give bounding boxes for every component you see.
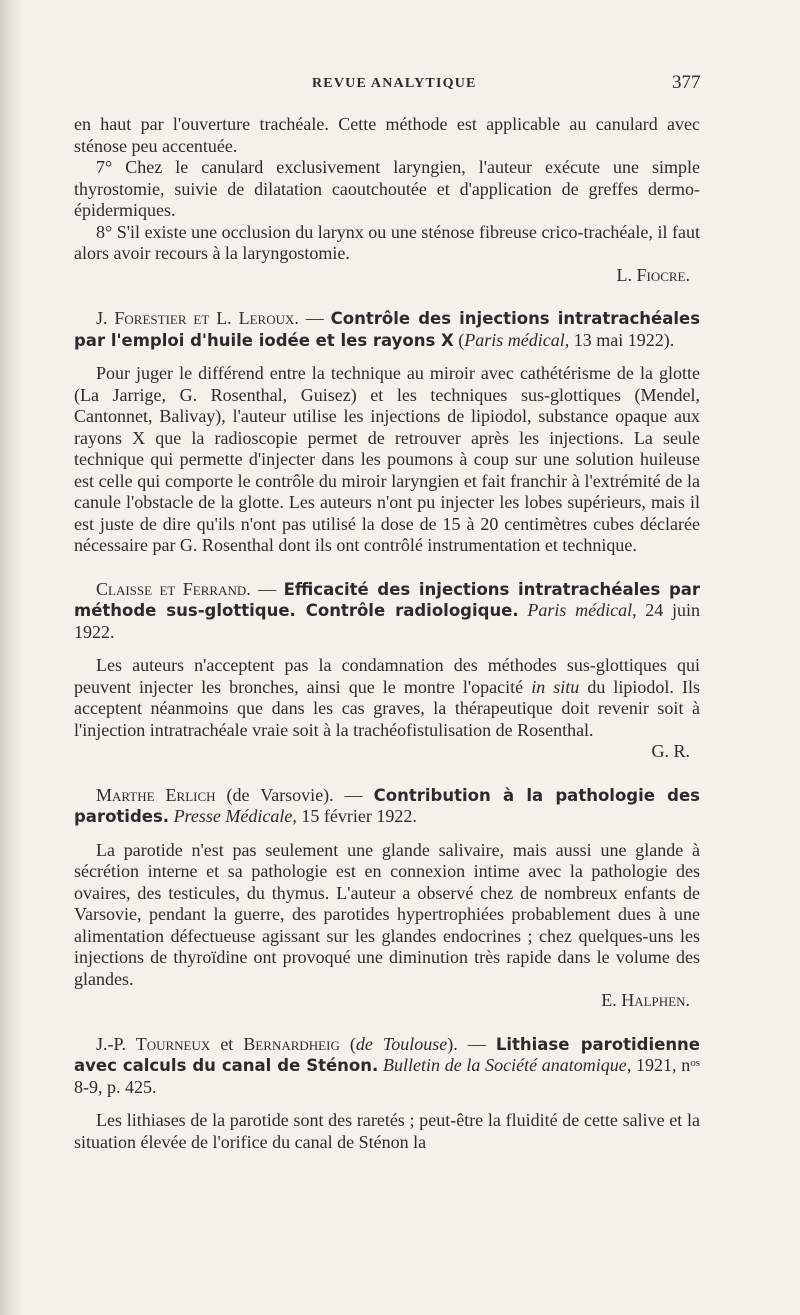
article-2-journal: Paris médical <box>527 600 633 620</box>
article-2-authors: Claisse et Ferrand. <box>96 578 251 599</box>
article-1-journal: Paris médical <box>464 329 565 350</box>
article-1-heading: J. Forestier et L. Leroux. — Contrôle des injections intratrachéales par l'emploi d'huile iodée et les rayons X (Paris médical, 13 mai 1922). <box>74 308 701 350</box>
article-1-date: , 13 mai 1922). <box>564 329 675 350</box>
running-title: REVUE ANALYTIQUE <box>312 76 477 91</box>
article-2-signature: G. R. <box>651 741 690 761</box>
article-3-body: La parotide n'est pas seulement une glande salivaire, mais aussi une glande à sécrétion interne et sa pathologie est en connexion intime avec la pathologie des ovaires, des testicules, du thymus. L'auteur a observé chez de nombreux enfants de Varsovie, pendant la guerre, des parotides hypertrophiées probablement dues à une alimentation défectueuse agissant sur les glandes endocrines ; chez quelques-uns les injections de thyroïdine ont provoqué une diminution très rapide dans le volume des glandes. <box>74 839 700 989</box>
intro-paragraph-1: en haut par l'ouverture trachéale. Cette méthode est applicable au canulard avec sténose peu accentuée. <box>74 114 700 156</box>
intro-paragraph-2: 7° Chez le canulard exclusivement laryngien, l'auteur exécute une simple thyrostomie, suivie de dilatation caoutchoutée et d'application de greffes dermo-épidermiques. <box>74 157 700 220</box>
article-1-title: Contrôle des injections intratrachéales par l'emploi d'huile iodée et les rayons X <box>74 309 701 350</box>
article-4-heading: J.-P. Tourneux et Bernardheig (de Toulouse). — Lithiase parotidienne avec calculs du canal de Sténon. Bulletin de la Société anatomique, 1921, $n^{os}$ 8-9, p. 425. <box>74 1033 701 1097</box>
article-3-title: Contribution à la pathologie des parotides. <box>74 785 700 826</box>
article-4-author-2: Bernardheig <box>243 1033 340 1054</box>
page-header <box>0 70 800 96</box>
article-3-authors: Marthe Erlich <box>96 784 216 805</box>
article-3-journal: Presse Médicale <box>173 806 293 826</box>
article-4-body: Les lithiases de la parotide sont des raretés ; peut-être la fluidité de cette salive et la situation élevée de l'orifice du canal de Sténon la <box>74 1110 700 1152</box>
article-1-authors: J. Forestier et L. Leroux. <box>96 308 299 328</box>
article-1-body: Pour juger le différend entre la technique au miroir avec cathétérisme de la glotte (La Jarrige, G. Rosenthal, Guisez) et les techniques sus-glottiques (Mendel, Cantonnet, Balivay), l'auteur utilise les injections de lipiodol, substance opaque aux rayons X que la radioscopie permet de retrouver après les injections. La seule technique qui permette d'injecter dans les poumons à coup sur une solution huileuse est celle qui comporte le contrôle du miroir laryngien et fait franchir à l'extrémité de la canule l'obstacle de la glotte. Les auteurs n'ont pu injecter les lobes supérieurs, mais il est juste de dire qu'ils n'ont pas utilisé la dose de 15 à 20 centimètres cubes déclarée nécessaire par G. Rosenthal dont ils ont contrôlé instrumentation et technique. <box>74 363 700 555</box>
article-2-title: Efficacité des injections intratrachéales par méthode sus-glottique. Contrôle radiologique. <box>74 579 701 620</box>
article-3-signature: E. Halphen. <box>601 990 690 1010</box>
intro-paragraph-3: 8° S'il existe une occlusion du larynx ou une sténose fibreuse crico-trachéale, il faut alors avoir recours à la laryngostomie. <box>74 221 700 263</box>
article-4-author-1: J.-P. Tourneux <box>96 1033 211 1054</box>
article-4-journal: Bulletin de la Société anatomique <box>383 1055 627 1075</box>
page-number: 377 <box>672 72 701 93</box>
article-4-title: Lithiase parotidienne avec calculs du canal de Sténon. <box>74 1034 700 1075</box>
article-2-body: Les auteurs n'acceptent pas la condamnation des méthodes sus-glottiques qui peuvent injecter les bronches, ainsi que le montre l'opacité in situ du lipiodol. Ils acceptent néanmoins que dans les cas graves, la thérapeutique doit revenir soit à l'injection intratrachéale vraie soit à la trachéofistulisation de Rosenthal. <box>74 655 700 740</box>
article-2-date: , 24 juin 1922. <box>74 600 700 642</box>
article-3-heading: Marthe Erlich (de Varsovie). — Contribution à la pathologie des parotides. Presse Médicale, 15 février 1922. <box>74 784 700 826</box>
page-content <box>74 114 700 1153</box>
intro-signature: L. Fiocre. <box>616 264 690 285</box>
article-2-heading: Claisse et Ferrand. — Efficacité des injections intratrachéales par méthode sus-glottique. Contrôle radiologique. Paris médical, 24 juin 1922. <box>74 578 701 642</box>
article-3-date: , 15 février 1922. <box>292 806 417 826</box>
